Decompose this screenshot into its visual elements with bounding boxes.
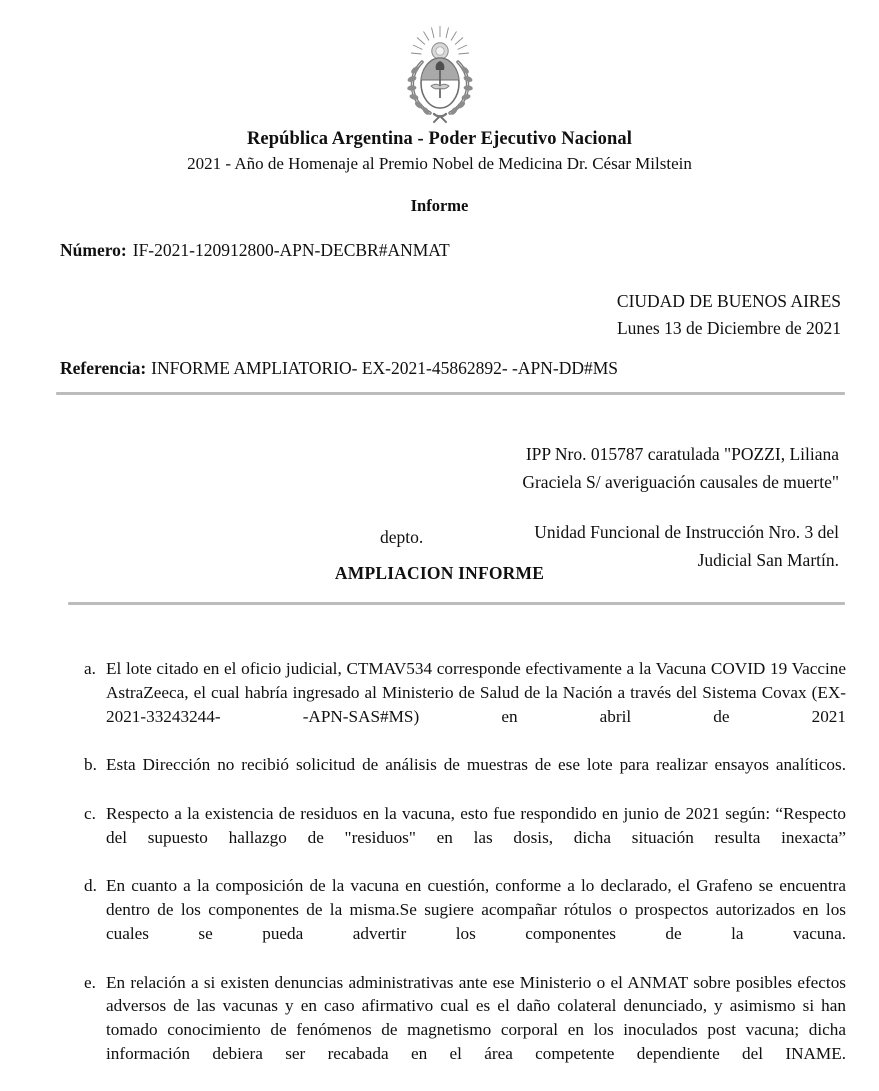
case-ipp-line-2: Graciela S/ averiguación causales de muerte" — [522, 472, 839, 492]
list-item — [84, 657, 846, 752]
list-item-marker: c. — [84, 803, 96, 823]
list-item — [84, 971, 846, 1090]
list-item-marker: e. — [84, 972, 96, 992]
list-item-text: Esta Dirección no recibió solicitud de análisis de muestras de ese lote para realizar ensayos analíticos. — [106, 755, 846, 775]
list-item-text: Respecto a la existencia de residuos en la vacuna, esto fue respondido en junio de 2021 según: “Respecto del supuesto hallazgo de "residuos" en las dosis, dicha situación resulta inexacta” — [106, 803, 846, 847]
case-reference-block — [369, 440, 839, 574]
header-subtitle: 2021 - Año de Homenaje al Premio Nobel de Medicina Dr. César Milstein — [187, 154, 692, 174]
lettered-list — [84, 657, 846, 1091]
section-title: AMPLIACION INFORME — [334, 563, 545, 583]
document-type-title: Informe — [410, 196, 469, 215]
numero-label: Número: — [60, 240, 127, 260]
emblem-container — [0, 24, 879, 129]
numero-row — [60, 240, 450, 261]
argentina-coat-of-arms-icon — [398, 24, 482, 124]
date-text: Lunes 13 de Diciembre de 2021 — [616, 318, 841, 339]
case-ipp-line-1: IPP Nro. 015787 caratulada "POZZI, Liliana — [525, 444, 839, 464]
city-text: CIUDAD DE BUENOS AIRES — [616, 291, 841, 311]
divider-bottom — [68, 602, 845, 605]
referencia-value: INFORME AMPLIATORIO- EX-2021-45862892- -APN-DD#MS — [151, 358, 619, 378]
list-item — [84, 802, 846, 873]
list-item-text: En cuanto a la composición de la vacuna en cuestión, conforme a lo declarado, el Grafeno se encuentra dentro de los componentes de la misma.Se sugiere acompañar rótulos o prospectos autorizados en los cuales se pueda advertir los componentes de la vacuna. — [106, 876, 846, 943]
document-header — [0, 128, 879, 177]
list-item — [84, 753, 846, 801]
referencia-row — [60, 358, 618, 379]
case-unit-line-2: Judicial San Martín. — [697, 550, 839, 570]
case-ipp-paragraph — [369, 440, 839, 496]
referencia-label: Referencia: — [60, 358, 147, 378]
case-unit-line-1: Unidad Funcional de Instrucción Nro. 3 del — [534, 522, 839, 542]
divider-top — [56, 392, 845, 395]
list-item — [84, 874, 846, 969]
list-item-marker: a. — [84, 659, 96, 678]
numero-value: IF-2021-120912800-APN-DECBR#ANMAT — [132, 240, 450, 260]
list-item-text: El lote citado en el oficio judicial, CTMAV534 corresponde efectivamente a la Vacuna COVID 19 Vaccine AstraZeeca, el cual habría ingresado al Ministerio de Salud de la Nación a través del Sistema Covax (EX-2021-33243244- -APN-SAS#MS) en abril de 2021 — [106, 659, 846, 726]
list-item-text: En relación a si existen denuncias administrativas ante ese Ministerio o el ANMAT sobre posibles efectos adversos de las vacunas y en caso afirmativo cual es el daño colateral denunciado, y asimismo si han tomado conocimiento de fenómenos de magnetismo corporal en los inoculados post vacuna; dicha información debiera ser recabada en el área competente dependiente del INAME. — [106, 972, 846, 1063]
header-title: República Argentina - Poder Ejecutivo Nacional — [246, 129, 633, 149]
list-item-marker: b. — [84, 755, 97, 775]
list-item-marker: d. — [84, 876, 97, 896]
place-date-block — [617, 288, 841, 342]
depto-text: depto. — [380, 527, 424, 547]
